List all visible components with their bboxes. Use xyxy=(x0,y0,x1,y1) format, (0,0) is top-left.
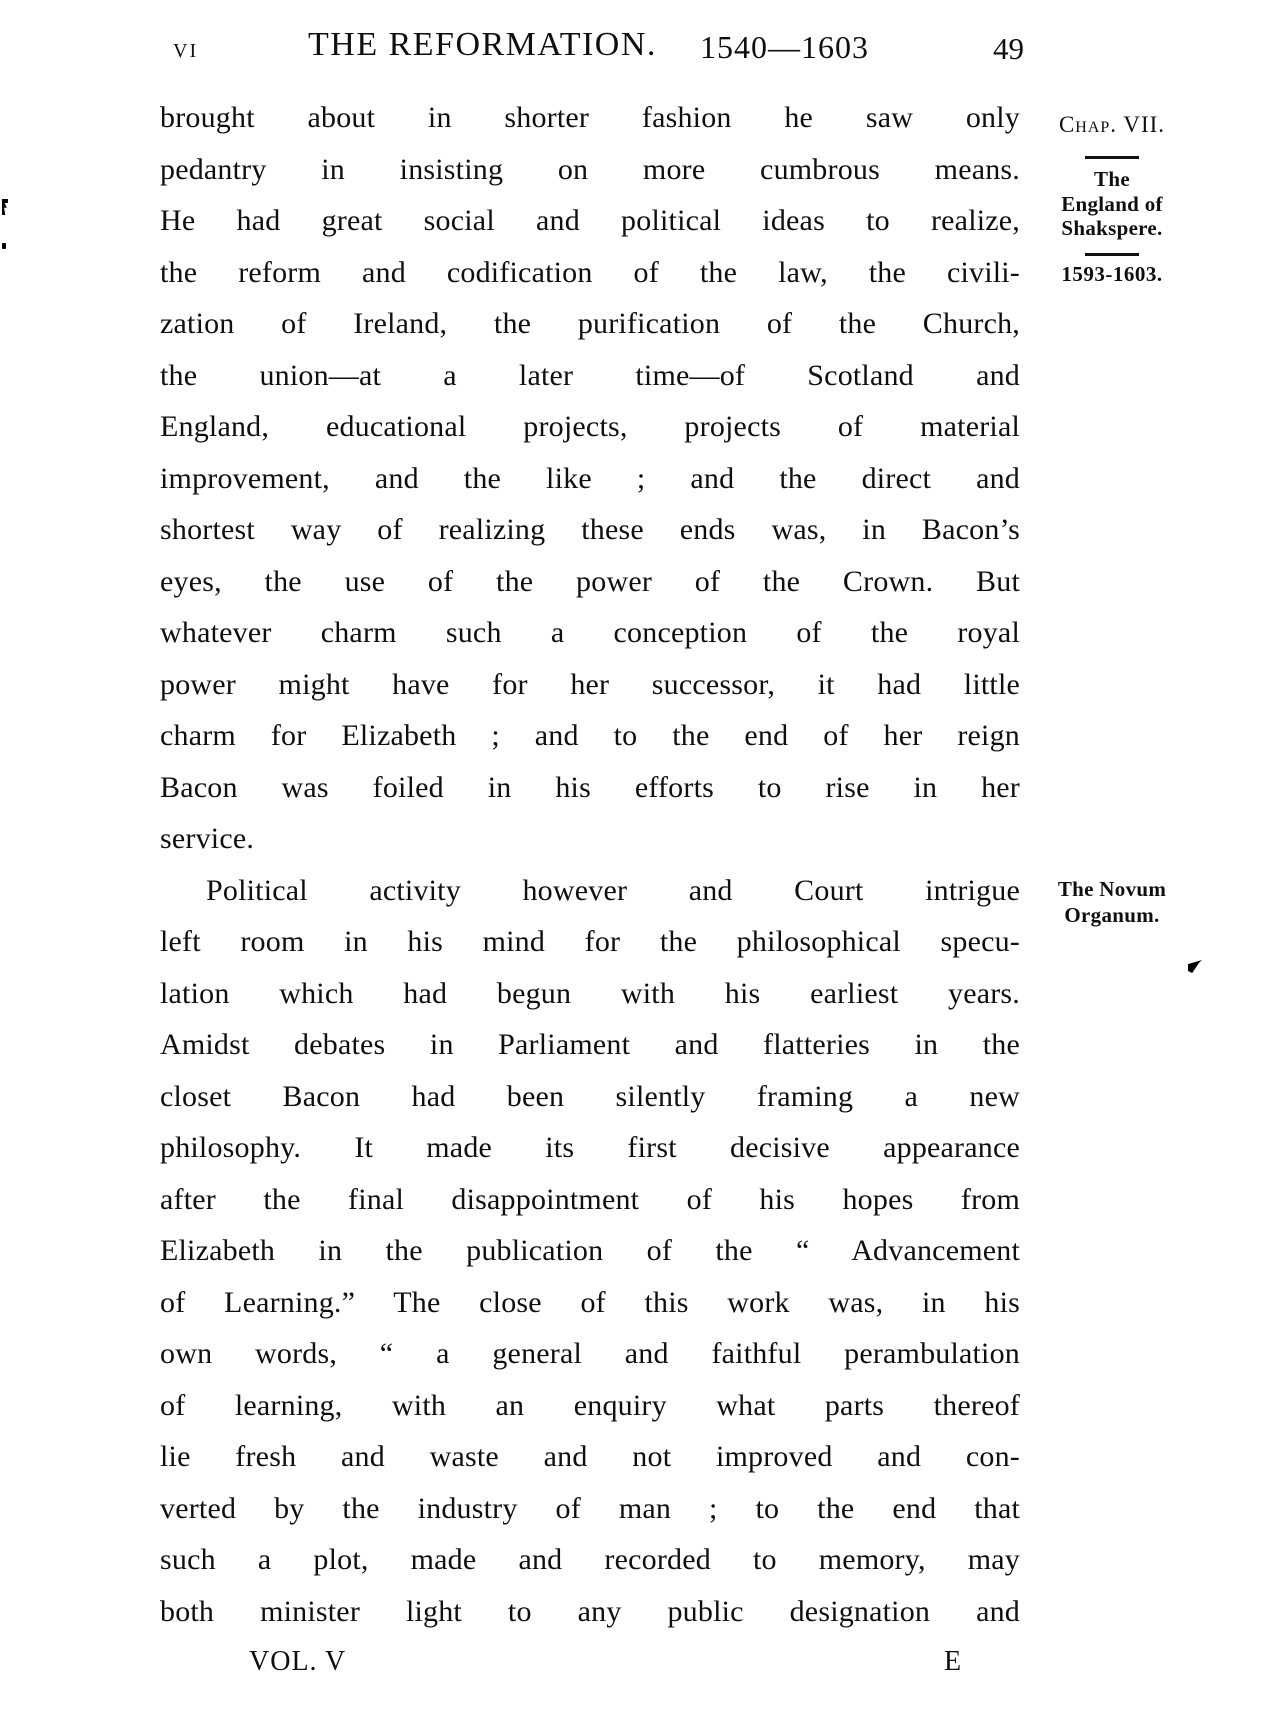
paragraph-1-line-7: England, educational projects, projects of material xyxy=(160,410,1020,443)
paragraph-2-line-12: lie fresh and waste and not improved and con- xyxy=(160,1440,1020,1473)
ink-artifact xyxy=(2,199,8,215)
margin-note-line: England of xyxy=(1061,191,1163,216)
paragraph-2-line-7: after the final disappointment of his hopes from xyxy=(160,1182,1020,1216)
paragraph-2-line-8: Elizabeth in the publication of the “ Advancement xyxy=(160,1234,1020,1267)
paragraph-1-line-3: He had great social and political ideas to realize, xyxy=(160,204,1020,237)
paragraph-1-line-4: the reform and codification of the law, the civili- xyxy=(160,255,1020,289)
paragraph-2-line-6: philosophy. It made its first decisive appearance xyxy=(160,1131,1020,1164)
paragraph-2-line-11: of learning, with an enquiry what parts thereof xyxy=(160,1388,1020,1422)
paragraph-1-line-11: whatever charm such a conception of the royal xyxy=(160,616,1020,649)
paragraph-2-line-13: verted by the industry of man ; to the end that xyxy=(160,1491,1020,1525)
paragraph-1-line-1: brought about in shorter fashion he saw only xyxy=(160,101,1020,134)
paragraph-1-line-13: charm for Elizabeth ; and to the end of her reign xyxy=(160,719,1020,752)
paragraph-1-line-8: improvement, and the like ; and the direct and xyxy=(160,461,1020,495)
header-folio: VI xyxy=(173,40,199,62)
header-date-range: 1540—1603 xyxy=(700,29,869,65)
margin-note-line: The xyxy=(1094,167,1130,191)
paragraph-2-line-14: such a plot, made and recorded to memory, may xyxy=(160,1543,1020,1576)
margin-note-novum-organum xyxy=(1038,876,1186,928)
footer-volume: VOL. V xyxy=(249,1646,347,1677)
paragraph-1-line-5: zation of Ireland, the purification of the Church, xyxy=(160,307,1020,340)
paragraph-2-line-5: closet Bacon had been silently framing a new xyxy=(160,1079,1020,1113)
paragraph-2-line-3: lation which had begun with his earliest years. xyxy=(160,976,1020,1010)
ink-artifact xyxy=(2,243,6,249)
paragraph-1-line-6: the union—at a later time—of Scotland and xyxy=(160,358,1020,392)
header-title: THE REFORMATION. xyxy=(308,26,657,63)
paragraph-1-line-12: power might have for her successor, it had little xyxy=(160,667,1020,701)
ink-artifact xyxy=(1188,960,1202,973)
paragraph-2-line-2: left room in his mind for the philosophical specu- xyxy=(160,925,1020,958)
margin-note-line: The Novum xyxy=(1057,877,1167,901)
margin-note-chapter: Chap. VII. xyxy=(1058,112,1166,137)
paragraph-2-line-4: Amidst debates in Parliament and flatteries in the xyxy=(160,1028,1020,1061)
paragraph-2-line-1: Political activity however and Court intrigue xyxy=(206,873,1020,907)
margin-note-section-title xyxy=(1038,167,1186,241)
paragraph-2-line-10: own words, “ a general and faithful perambulation xyxy=(160,1337,1020,1370)
paragraph-1-line-9: shortest way of realizing these ends was, in Bacon’s xyxy=(160,513,1020,546)
margin-note-line: Organum. xyxy=(1064,903,1160,927)
footer-signature-mark: E xyxy=(944,1646,962,1677)
paragraph-1-line-2: pedantry in insisting on more cumbrous means. xyxy=(160,152,1020,186)
margin-note-line: Shakspere. xyxy=(1061,216,1163,240)
margin-rule xyxy=(1085,253,1139,256)
margin-note-dates: 1593-1603. xyxy=(1061,262,1163,286)
paragraph-1-line-14: Bacon was foiled in his efforts to rise in her xyxy=(160,770,1020,804)
text-block xyxy=(160,92,1020,1637)
paragraph-1-line-15: service. xyxy=(160,822,255,855)
paragraph-2-line-15: both minister light to any public designation and xyxy=(160,1594,1020,1628)
paragraph-1-line-10: eyes, the use of the power of the Crown. But xyxy=(160,564,1020,598)
paragraph-2-line-9: of Learning.” The close of this work was, in his xyxy=(160,1285,1020,1319)
header-page-number: 49 xyxy=(993,31,1024,66)
margin-rule xyxy=(1085,156,1139,159)
